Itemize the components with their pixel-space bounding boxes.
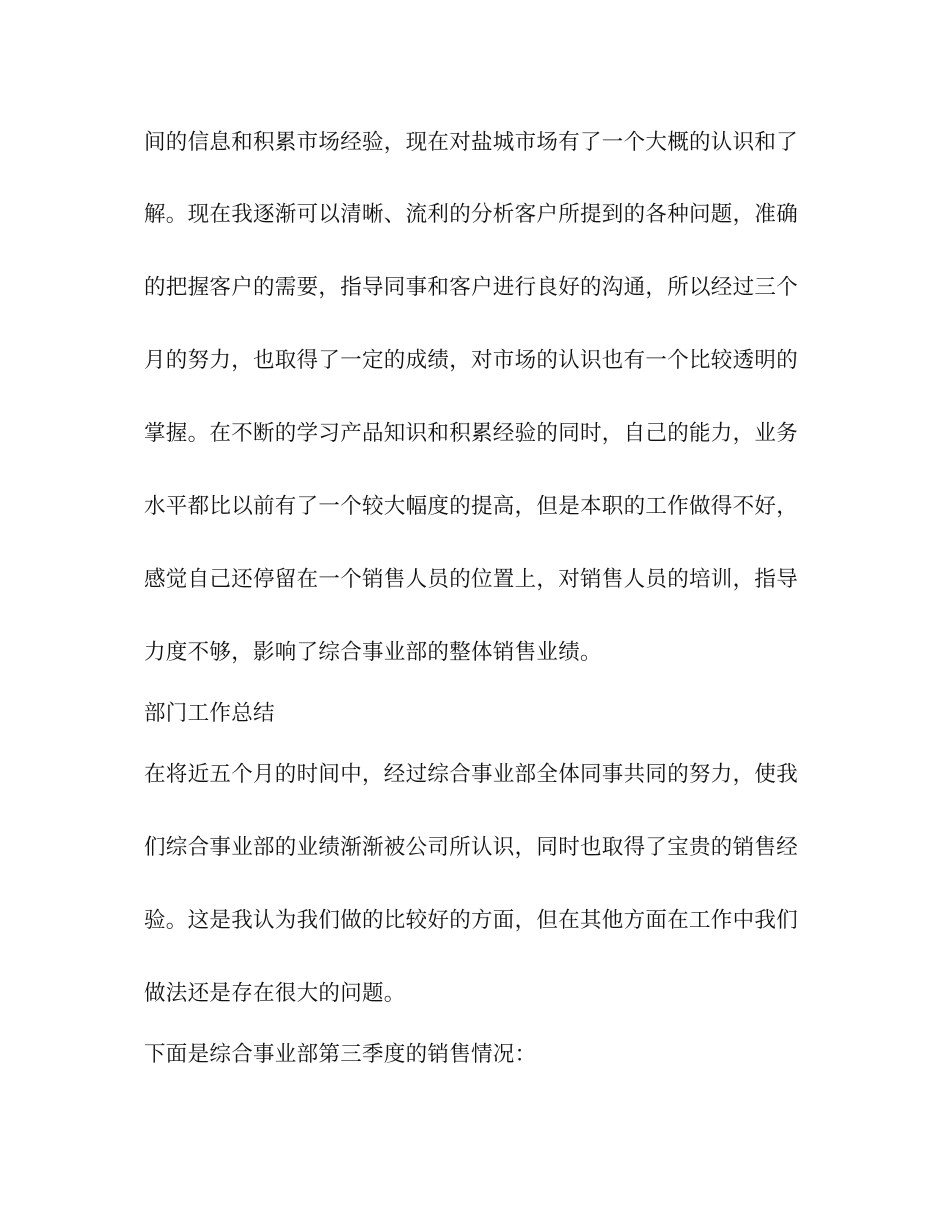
paragraph-1-line-7: 感觉自己还停留在一个销售人员的位置上，对销售人员的培训，指导 — [144, 567, 799, 592]
paragraph-2-line-2: 们综合事业部的业绩渐渐被公司所认识，同时也取得了宝贵的销售经 — [144, 835, 799, 860]
paragraph-1-line-1: 间的信息和积累市场经验，现在对盐城市场有了一个大概的认识和了 — [144, 130, 799, 155]
section-heading: 部门工作总结 — [144, 701, 275, 726]
paragraph-2-line-4: 做法还是存在很大的问题。 — [144, 981, 406, 1006]
paragraph-1-line-6: 水平都比以前有了一个较大幅度的提高，但是本职的工作做得不好， — [144, 494, 799, 519]
paragraph-1-line-8: 力度不够，影响了综合事业部的整体销售业绩。 — [144, 640, 602, 665]
paragraph-1-line-3: 的把握客户的需要，指导同事和客户进行良好的沟通，所以经过三个 — [144, 275, 799, 300]
paragraph-3-line-1: 下面是综合事业部第三季度的销售情况： — [144, 1042, 537, 1067]
paragraph-2-line-1: 在将近五个月的时间中，经过综合事业部全体同事共同的努力，使我 — [144, 762, 799, 787]
paragraph-1-line-5: 掌握。在不断的学习产品知识和积累经验的同时，自己的能力，业务 — [144, 421, 799, 446]
paragraph-1-line-2: 解。现在我逐渐可以清晰、流利的分析客户所提到的各种问题，准确 — [144, 202, 799, 227]
paragraph-1-line-4: 月的努力，也取得了一定的成绩，对市场的认识也有一个比较透明的 — [144, 348, 799, 373]
paragraph-2-line-3: 验。这是我认为我们做的比较好的方面，但在其他方面在工作中我们 — [144, 908, 799, 933]
